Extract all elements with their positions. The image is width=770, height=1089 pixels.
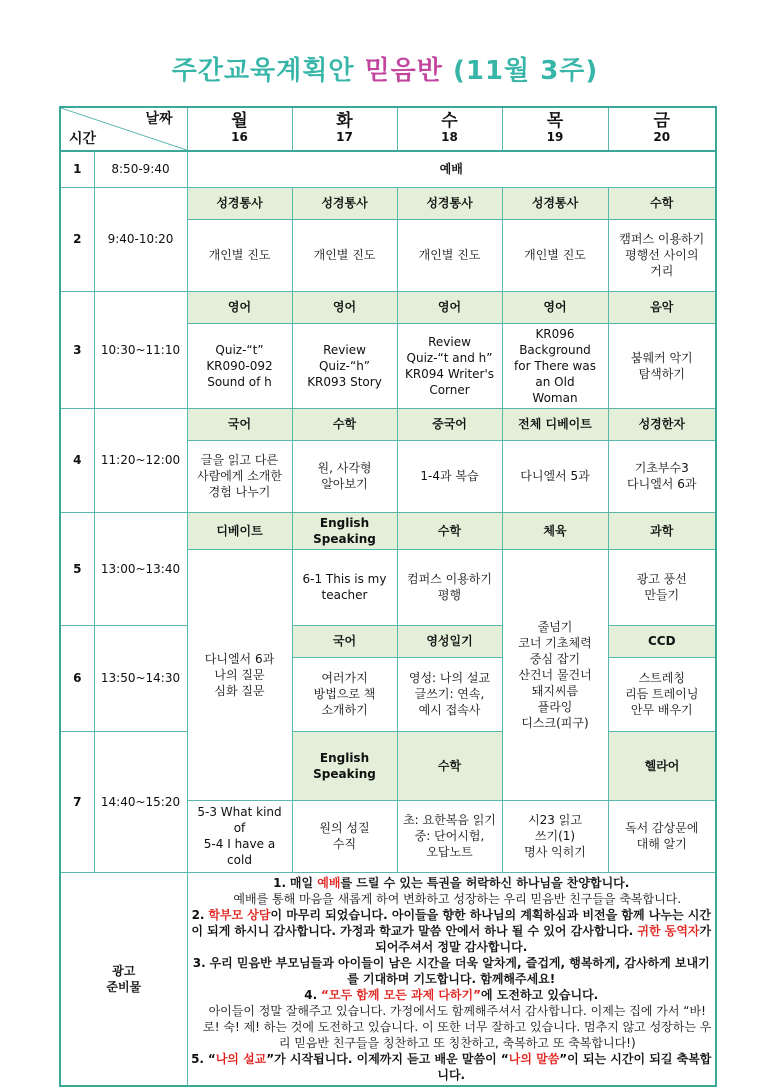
- subject-cell: 국어: [187, 408, 292, 440]
- content-cell: 1-4과 복습: [397, 440, 502, 512]
- period-time: 13:50~14:30: [94, 625, 187, 731]
- content-cell: 줄넘기 코너 기초체력 중심 잡기 산건너 물건너 돼지씨름 플라잉 디스크(피구): [502, 549, 608, 800]
- weekly-plan-table: [59, 106, 717, 1087]
- day-date: 16: [231, 130, 248, 144]
- subject-cell: 디베이트: [187, 512, 292, 549]
- day-name: 금: [653, 111, 670, 131]
- content-cell: 개인별 진도: [292, 219, 397, 291]
- day-name: 목: [546, 111, 564, 131]
- date-label: 날짜: [145, 111, 173, 127]
- content-cell: 6-1 This is my teacher: [292, 549, 397, 625]
- day-wed: [397, 107, 502, 151]
- notice-number: 2.: [191, 907, 205, 922]
- period-time: 13:00~13:40: [94, 512, 187, 625]
- subject-cell: 영성일기: [397, 625, 502, 657]
- notice-item-3: [191, 955, 713, 987]
- subject-cell: 수학: [292, 408, 397, 440]
- day-mon: [187, 107, 292, 151]
- notice-text: 가 되어주셔서 정말 감사합니다.: [375, 923, 712, 954]
- day-tue: [292, 107, 397, 151]
- subject-cell: 수학: [608, 187, 716, 219]
- content-cell: 개인별 진도: [502, 219, 608, 291]
- title-prefix: 주간교육계획안: [171, 56, 355, 86]
- period-number: 6: [60, 625, 94, 731]
- content-cell: 다니엘서 6과 나의 질문 심화 질문: [187, 549, 292, 800]
- day-thu: [502, 107, 608, 151]
- notice-label: 광고 준비물: [60, 872, 187, 1086]
- content-cell: KR096 Background for There was an Old Woman: [502, 323, 608, 408]
- subject-cell: 과학: [608, 512, 716, 549]
- period-number: 5: [60, 512, 94, 625]
- content-cell: 여러가지 방법으로 책 소개하기: [292, 657, 397, 731]
- notice-highlight: 예배: [317, 875, 341, 890]
- notice-text: 를 드릴 수 있는 특권을 허락하신 하나님을 찬양합니다.: [340, 875, 630, 890]
- notice-text: 매일: [289, 875, 318, 890]
- content-cell: 캠퍼스 이용하기 평행선 사이의 거리: [608, 219, 716, 291]
- period-number: 4: [60, 408, 94, 512]
- subject-cell: 영어: [292, 291, 397, 323]
- subject-cell: 성경통사: [187, 187, 292, 219]
- content-cell: 광고 풍선 만들기: [608, 549, 716, 625]
- period-time: 11:20~12:00: [94, 408, 187, 512]
- content-cell: 개인별 진도: [187, 219, 292, 291]
- subject-cell: 체육: [502, 512, 608, 549]
- notice-number: 5.: [191, 1051, 204, 1066]
- content-cell: 원, 사각형 알아보기: [292, 440, 397, 512]
- notice-cell: [187, 872, 716, 1086]
- content-cell: 스트레칭 리듬 트레이닝 안무 배우기: [608, 657, 716, 731]
- subject-cell: 전체 디베이트: [502, 408, 608, 440]
- content-cell: 독서 감상문에 대해 알기: [608, 800, 716, 872]
- notice-text: ”가 시작됩니다. 이제까지 듣고 배운 말씀이 “: [266, 1051, 509, 1066]
- subject-cell: English Speaking: [292, 731, 397, 800]
- subject-cell: 영어: [502, 291, 608, 323]
- period-number: 1: [60, 151, 94, 187]
- notice-text: 이 마무리 되었습니다. 아이들을 향한 하나님의 계획하심과 비전을 함께 나누는 시간이 되게 하시니 감사합니다. 가정과 학교가 말씀 안에서 하나 될 수 있어 감사합니다.: [191, 907, 711, 938]
- day-name: 월: [231, 111, 248, 131]
- content-cell: 기초부수3 다니엘서 6과: [608, 440, 716, 512]
- notice-text: 우리 믿음반 부모님들과 아이들이 남은 시간을 더욱 알차게, 즐겁게, 행복하게, 감사하게 보내기를 기대하며 기도합니다. 함께해주세요!: [209, 955, 710, 986]
- subject-cell: 성경통사: [397, 187, 502, 219]
- notice-item-1: [191, 875, 713, 907]
- content-cell: 글을 읽고 다른 사람에게 소개한 경험 나누기: [187, 440, 292, 512]
- content-cell: 컴퍼스 이용하기 평행: [397, 549, 502, 625]
- page-title: [0, 50, 770, 87]
- subject-cell: 국어: [292, 625, 397, 657]
- subject-cell: English Speaking: [292, 512, 397, 549]
- content-cell: Review Quiz-“t and h” KR094 Writer's Corner: [397, 323, 502, 408]
- period-time: 9:40-10:20: [94, 187, 187, 291]
- notice-highlight: 나의 설교: [215, 1051, 267, 1066]
- subject-cell: 중국어: [397, 408, 502, 440]
- notice-number: 1.: [273, 875, 287, 890]
- subject-cell: 헬라어: [608, 731, 716, 800]
- subject-cell: 영어: [187, 291, 292, 323]
- notice-text: 에 도전하고 있습니다.: [481, 987, 599, 1002]
- notice-highlight: “모두 함께 모든 과제 다하기”: [321, 987, 481, 1002]
- notice-subtext: 아이들이 정말 잘해주고 있습니다. 가정에서도 함께해주셔서 감사합니다. 이제는 집에 가서 “바! 로! 숙! 제! 하는 것에 도전하고 있습니다. 이 또한 너무 잘하고 있습니다. 멈추지 않고 성장하는 우리 믿음반 친구들을 칭찬하고 또 칭찬하고, 축복하고 또 축복합니다!): [203, 1003, 712, 1050]
- period-number: 3: [60, 291, 94, 408]
- day-name: 화: [336, 111, 353, 131]
- notice-number: 3.: [192, 955, 206, 970]
- notice-item-4: [191, 987, 713, 1051]
- content-cell: 영성: 나의 설교 글쓰기: 연속, 예시 접속사: [397, 657, 502, 731]
- content-cell: Review Quiz-“h” KR093 Story: [292, 323, 397, 408]
- notice-highlight: 나의 말씀: [508, 1051, 560, 1066]
- content-cell: 원의 성질 수직: [292, 800, 397, 872]
- subject-cell: 영어: [397, 291, 502, 323]
- content-cell: 다니엘서 5과: [502, 440, 608, 512]
- content-cell: 5-3 What kind of 5-4 I have a cold: [187, 800, 292, 872]
- title-week: (11월 3주): [452, 56, 599, 86]
- subject-cell: 수학: [397, 512, 502, 549]
- notice-number: 4.: [304, 987, 318, 1002]
- subject-cell: 성경한자: [608, 408, 716, 440]
- title-class-name: 믿음반: [364, 56, 443, 86]
- day-date: 19: [546, 130, 564, 144]
- notice-highlight: 귀한 동역자: [637, 923, 700, 938]
- period-time: 14:40~15:20: [94, 731, 187, 872]
- notice-item-2: [191, 907, 713, 955]
- day-date: 17: [336, 130, 353, 144]
- day-fri: [608, 107, 716, 151]
- time-label: 시간: [69, 131, 97, 147]
- content-cell: 개인별 진도: [397, 219, 502, 291]
- content-cell: 초: 요한복음 읽기 중: 단어시험, 오답노트: [397, 800, 502, 872]
- day-date: 20: [653, 130, 671, 144]
- notice-text: “: [207, 1051, 216, 1066]
- notice-subtext: 예배를 통해 마음을 새롭게 하여 변화하고 성장하는 우리 믿음반 친구들을 축복합니다.: [233, 891, 682, 906]
- period-time: 10:30~11:10: [94, 291, 187, 408]
- subject-cell: 성경통사: [502, 187, 608, 219]
- notice-item-5: [191, 1051, 713, 1083]
- notice-text: ”이 되는 시간이 되길 축복합니다.: [437, 1051, 712, 1082]
- period-number: 7: [60, 731, 94, 872]
- period-number: 2: [60, 187, 94, 291]
- content-cell: Quiz-“t” KR090-092 Sound of h: [187, 323, 292, 408]
- day-date: 18: [441, 130, 458, 144]
- subject-cell: CCD: [608, 625, 716, 657]
- notice-highlight: 학부모 상담: [208, 907, 271, 922]
- subject-cell: 성경통사: [292, 187, 397, 219]
- subject-cell: 음악: [608, 291, 716, 323]
- subject-cell: 수학: [397, 731, 502, 800]
- period-time: 8:50-9:40: [94, 151, 187, 187]
- day-name: 수: [441, 111, 458, 131]
- content-cell: 시23 읽고 쓰기(1) 명사 익히기: [502, 800, 608, 872]
- content-cell: 붐웨커 악기 탐색하기: [608, 323, 716, 408]
- worship-cell: 예배: [187, 151, 716, 187]
- header-corner: [60, 107, 187, 151]
